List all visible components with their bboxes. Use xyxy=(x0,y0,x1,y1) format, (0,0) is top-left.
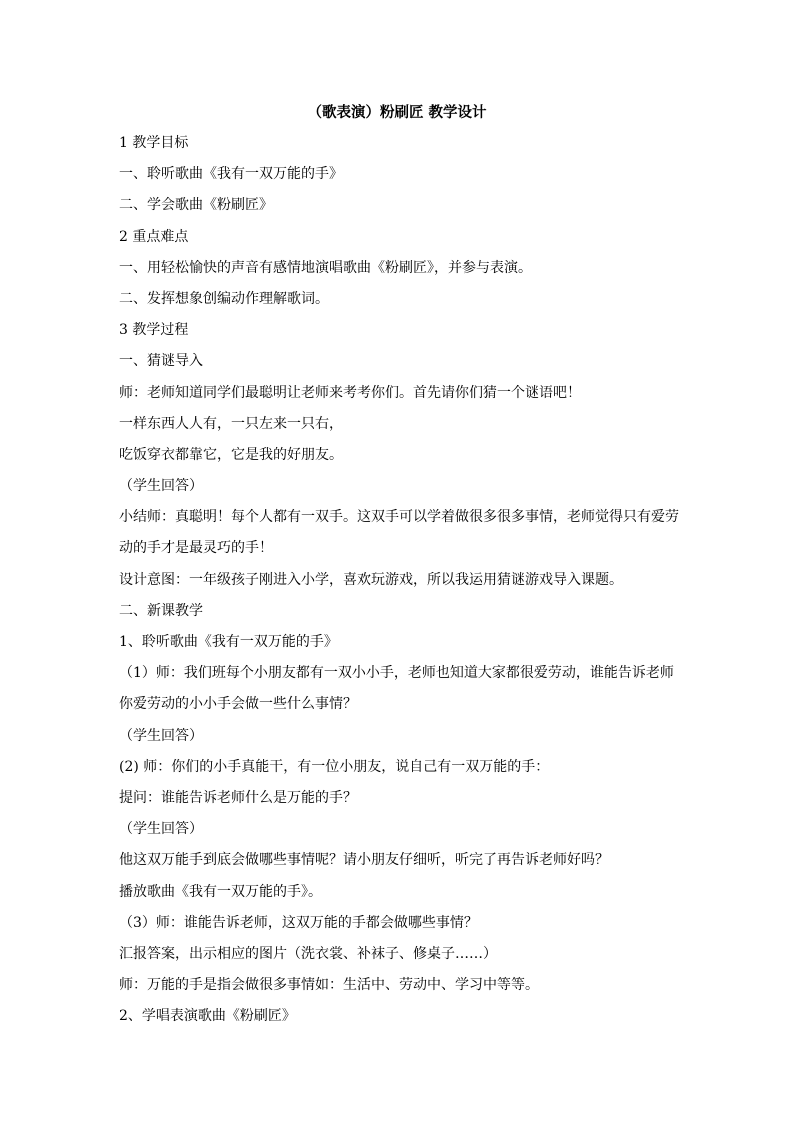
paragraph-line: 师：万能的手是指会做很多事情如：生活中、劳动中、学习中等等。 xyxy=(119,977,539,994)
key-point-item: 一、用轻松愉快的声音有感情地演唱歌曲《粉刷匠》，并参与表演。 xyxy=(119,259,532,276)
subsection-heading: 1、聆听歌曲《我有一双万能的手》 xyxy=(119,634,338,650)
paragraph-line: （学生回答） xyxy=(119,478,203,495)
objective-item: 一、聆听歌曲《我有一双万能的手》 xyxy=(119,166,343,183)
paragraph-line: （1）师：我们班每个小朋友都有一双小小手，老师也知道大家都很爱劳动，谁能告诉老师 xyxy=(119,665,674,682)
section-heading-key-points: 2 重点难点 xyxy=(119,228,189,245)
riddle-line: 吃饭穿衣都靠它，它是我的好朋友。 xyxy=(119,446,343,463)
paragraph-line: 汇报答案，出示相应的图片（洗衣裳、补袜子、修桌子……） xyxy=(119,945,497,962)
document-title: （歌表演）粉刷匠 教学设计 xyxy=(307,104,487,121)
paragraph-line: 你爱劳动的小小手会做一些什么事情？ xyxy=(119,696,357,713)
paragraph-line: 动的手才是最灵巧的手！ xyxy=(119,540,273,557)
objective-item: 二、学会歌曲《粉刷匠》 xyxy=(119,197,273,214)
subsection-heading: 2、学唱表演歌曲《粉刷匠》 xyxy=(119,1008,296,1025)
document-body xyxy=(119,133,684,1037)
paragraph-line: 设计意图：一年级孩子刚进入小学，喜欢玩游戏，所以我运用猜谜游戏导入课题。 xyxy=(119,571,623,588)
paragraph-line: （学生回答） xyxy=(119,821,203,838)
riddle-line: 一样东西人人有，一只左来一只右， xyxy=(119,415,343,432)
paragraph-line: (2) 师：你们的小手真能干，有一位小朋友，说自己有一双万能的手： xyxy=(119,758,550,775)
paragraph-line: （3）师：谁能告诉老师，这双万能的手都会做哪些事情？ xyxy=(119,914,478,931)
paragraph-line: 提问：谁能告诉老师什么是万能的手？ xyxy=(119,789,357,806)
paragraph-line: 播放歌曲《我有一双万能的手》。 xyxy=(119,883,322,900)
paragraph-line: 小结师：真聪明！每个人都有一双手。这双手可以学着做很多很多事情，老师觉得只有爱劳 xyxy=(119,509,679,526)
paragraph-line: （学生回答） xyxy=(119,727,203,744)
paragraph-line: 师：老师知道同学们最聪明让老师来考考你们。首先请你们猜一个谜语吧！ xyxy=(119,384,581,401)
key-point-item: 二、发挥想象创编动作理解歌词。 xyxy=(119,290,329,307)
subsection-heading: 一、猜谜导入 xyxy=(119,353,203,370)
paragraph-line: 他这双万能手到底会做哪些事情呢？请小朋友仔细听，听完了再告诉老师好吗？ xyxy=(119,852,609,869)
section-heading-process: 3 教学过程 xyxy=(119,322,189,339)
subsection-heading: 二、新课教学 xyxy=(119,602,203,619)
section-heading-objectives: 1 教学目标 xyxy=(119,135,189,151)
